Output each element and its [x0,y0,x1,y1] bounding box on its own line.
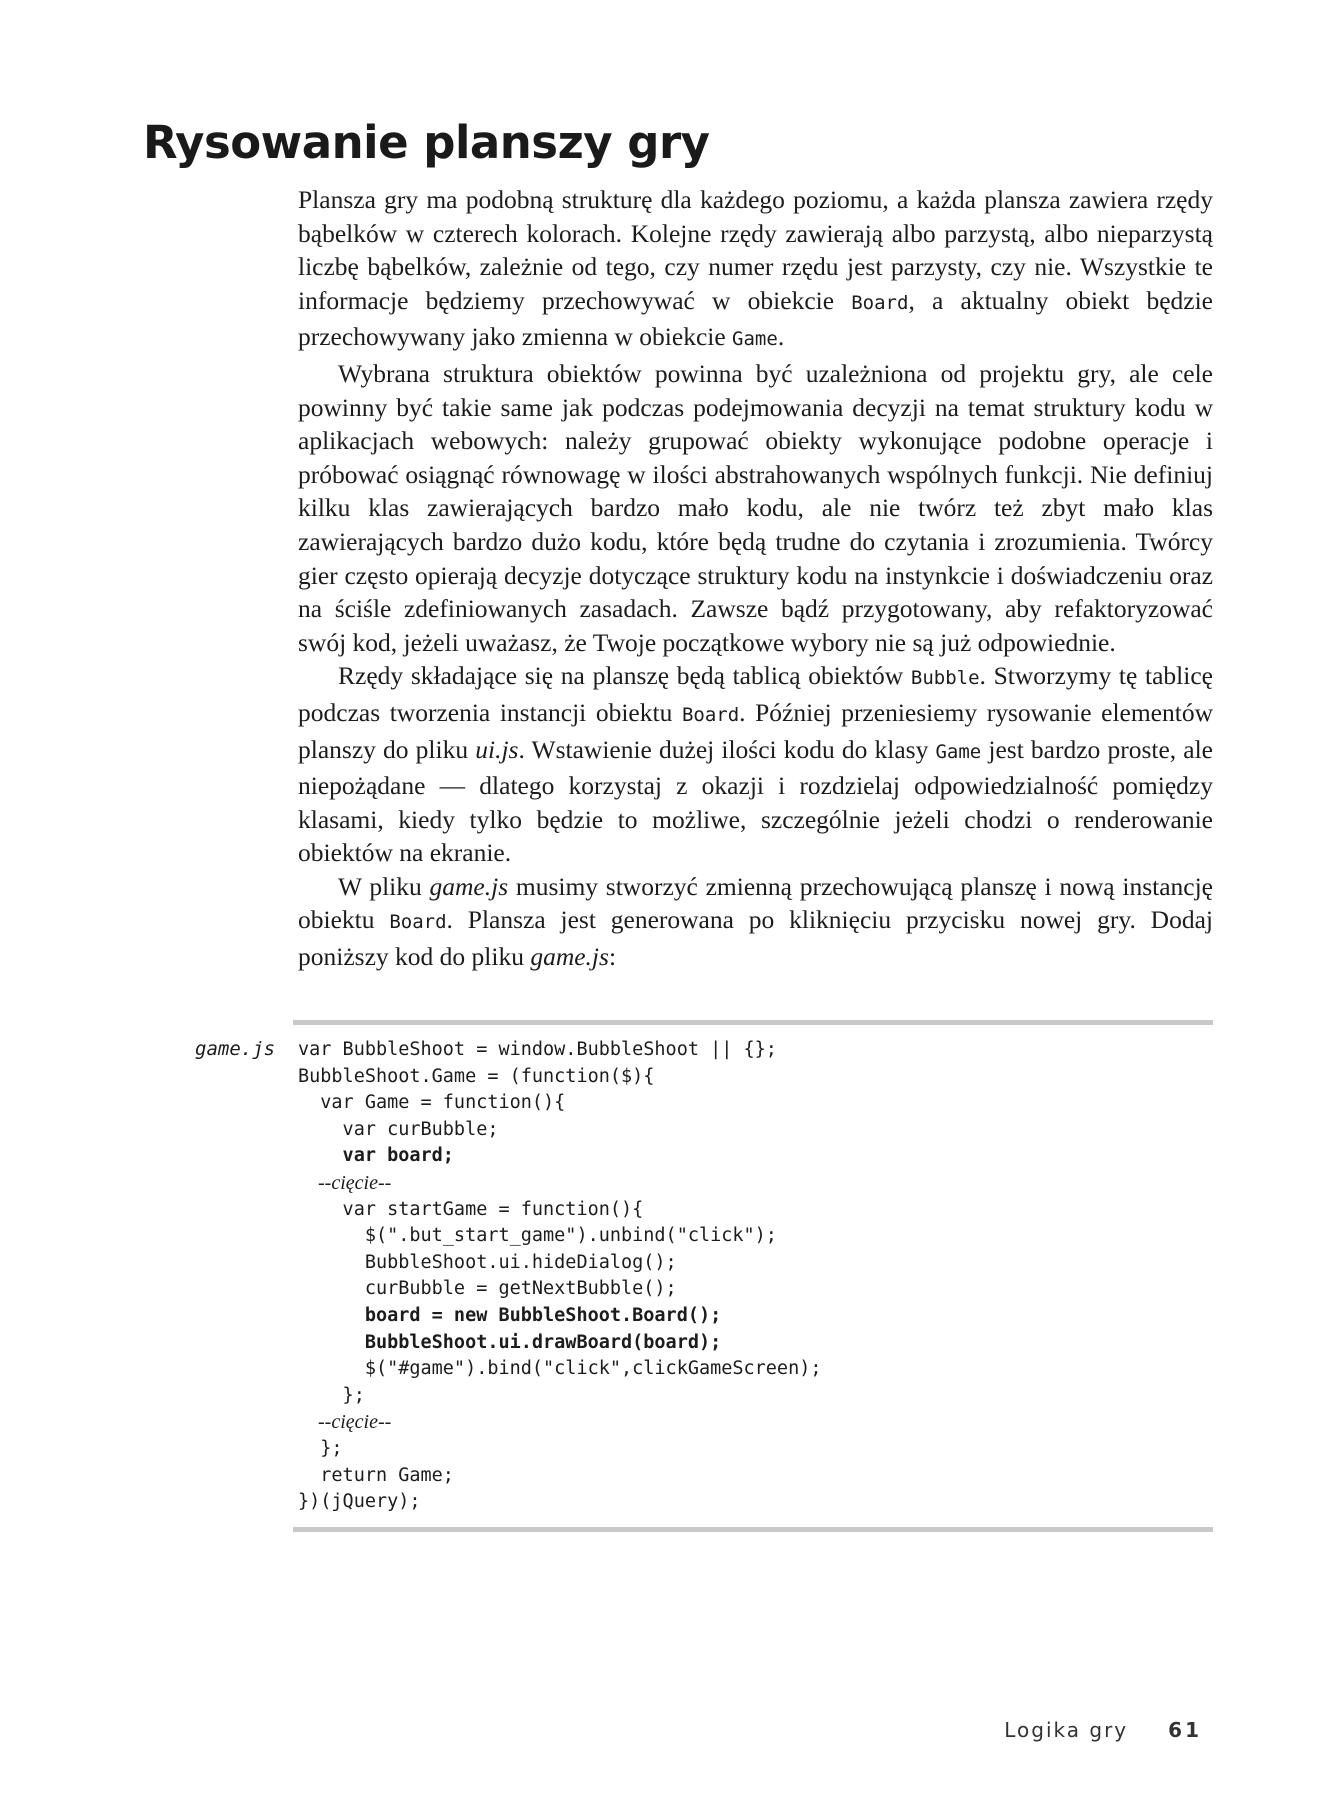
code-line: var BubbleShoot = window.BubbleShoot || {}; [298,1039,777,1060]
p3-code-board: Board [681,703,740,726]
code-cut-marker: --cięcie-- [298,1171,392,1194]
code-line: var curBubble; [298,1118,499,1140]
code-file-label: game.js [195,1038,276,1060]
p4-text-c: . Plansza jest generowana po kliknięciu przycisku nowej gry. Dodaj poniższy kod do pliku [298,905,1213,972]
p1-text-b: , a aktualny obiekt będzie przechowywany jako zmienna w obiekcie [298,285,1213,352]
section-heading: Rysowanie planszy gry [143,116,710,169]
code-line: BubbleShoot.Game = (function($){ [298,1065,655,1087]
paragraph-2: Wybrana struktura obiektów powinna być uzależniona od projektu gry, ale cele powinny być takie same jak podczas podejmowania decyzji na temat struktury kodu w aplikacjach webowych: należy grupować obiekty wykonujące podobne operacje i próbować osiągnąć równowagę w ilości abstrahowanych wspólnych funkcji. Nie definiuj kilku klas zawierających bardzo mało kodu, ale nie twórz też zbyt mało klas zawierających bardzo dużo kodu, które będą trudne do czytania i zrozumienia. Twórcy gier często opierają decyzje dotyczące struktury kodu na instynkcie i doświadczeniu oraz na ściśle zdefiniowanych zasadach. Zawsze bądź przygotowany, aby refaktoryzować swój kod, jeżeli uważasz, że Twoje początkowe wybory nie są już odpowiednie. [298,358,1213,657]
page-number: 61 [1168,1718,1202,1742]
p3-code-game: Game [935,740,982,763]
code-line: })(jQuery); [298,1491,421,1513]
p1-text-a: Plansza gry ma podobną strukturę dla każdego poziomu, a każda plansza zawiera rzędy bąbelków w czterech kolorach. Kolejne rzędy zawierają albo parzystą, albo nieparzystą liczbę bąbelków, zależnie od tego, czy numer rzędu jest parzysty, czy nie. Wszystkie te informacje będziemy przechowywać w obiekcie [298,185,1213,315]
code-line: BubbleShoot.ui.hideDialog(); [298,1251,677,1273]
code-line: $(".but_start_game").unbind("click"); [298,1225,777,1247]
code-cut-marker: --cięcie-- [298,1411,392,1434]
page-footer [1004,1718,1202,1742]
code-line: var Game = function(){ [298,1092,566,1114]
code-line-highlighted: BubbleShoot.ui.drawBoard(board); [298,1331,722,1353]
code-rule-bottom [293,1527,1213,1532]
code-line: }; [298,1437,343,1459]
code-line: var startGame = function(){ [298,1198,644,1220]
p4-text-b: musimy stworzyć zmienną przechowującą planszę i nową instancję obiektu [298,871,1213,935]
footer-section-title: Logika gry [1004,1718,1129,1742]
paragraph-3 [298,659,1213,870]
paragraph-4 [298,870,1213,974]
code-rule-top [293,1020,1213,1025]
p4-code-board: Board [389,911,447,934]
code-line: $("#game").bind("click",clickGameScreen); [298,1358,822,1380]
p3-text-a: Rzędy składające się na planszę będą tablicą obiektów [338,661,911,691]
body-text [298,183,1213,974]
p4-file-gamejs-1: game.js [429,871,509,901]
p1-text-c: . [777,322,785,352]
p3-file-uijs: ui.js [475,734,519,764]
code-line: return Game; [298,1464,454,1486]
p3-text-d: . Wstawienie dużej ilości kodu do klasy [518,734,936,764]
code-line: curBubble = getNextBubble(); [298,1278,677,1300]
p1-code-game: Game [732,328,778,351]
p3-text-b: . Stworzymy tę tablicę podczas tworzenia instancji obiektu [298,661,1213,727]
p4-file-gamejs-2: game.js [530,942,609,972]
p4-text-d: : [608,942,617,972]
p3-code-bubble: Bubble [910,667,980,690]
code-line-highlighted: var board; [298,1145,454,1167]
code-listing [298,1037,1208,1516]
paragraph-1 [298,183,1213,357]
p3-text-c: . Później przeniesiemy rysowanie elementów planszy do pliku [298,697,1214,764]
code-line: }; [298,1384,365,1406]
p3-text-e: jest bardzo proste, ale niepożądane — dlatego korzystaj z okazji i rozdzielaj odpowiedzialność pomiędzy klasami, kiedy tylko będzie to możliwe, szczególnie jeżeli chodzi o renderowanie obiektów na ekranie. [298,734,1213,868]
code-line-highlighted: board = new BubbleShoot.Board(); [298,1304,722,1326]
p1-code-board: Board [851,291,909,314]
p4-text-a: W pliku [338,871,430,901]
